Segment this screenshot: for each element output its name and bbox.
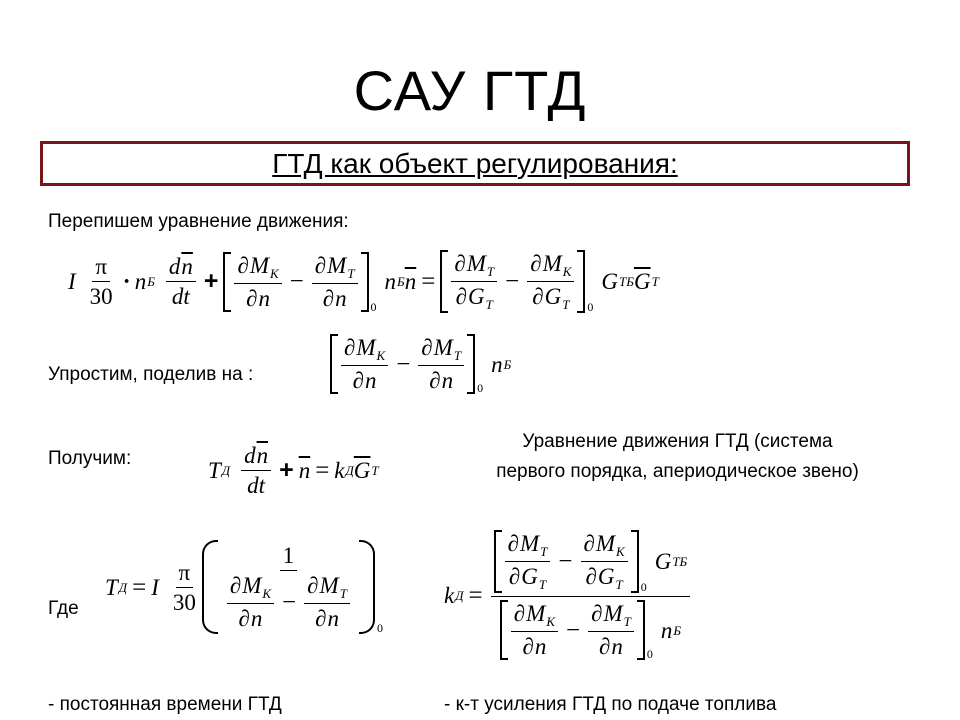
simplify-text: Упростим, поделив на :	[48, 364, 254, 385]
time-constant-formula: T Д = I $\frac{\pi}{30}$ 1 $\frac{\partial M_К}{\partial n}$ − $\frac{\partial M_Т}{\partial n}$ 0	[105, 540, 383, 634]
description-line-2: первого порядка, апериодическое звено)	[496, 461, 859, 482]
slide-title: САУ ГТД	[353, 59, 587, 122]
gain-formula: k Д = $\frac{\partial M_Т}{\partial G_Т}$ − $\frac{\partial M_К}{\partial G_Т}$ 0 G ТБ $\frac{\partial M_К}{\partial n}$ − $\frac{\partial M_Т}{\partial n}$ 0 n Б	[444, 530, 693, 660]
divisor-formula: $\frac{\partial M_К}{\partial n}$ − $\frac{\partial M_Т}{\partial n}$ 0 n Б	[330, 334, 511, 394]
result-text: Получим:	[48, 448, 132, 469]
subtitle-text: ГТД как объект регулирования:	[272, 147, 678, 179]
time-constant-note: - постоянная времени ГТД	[48, 694, 282, 715]
description-line-1: Уравнение движения ГТД (система	[522, 431, 833, 452]
gain-note: - к-т усиления ГТД по подаче топлива	[444, 694, 777, 715]
where-text: Где	[48, 598, 79, 619]
motion-equation: I $\frac{\pi}{30}$ · n Б $\frac{d\overline{n}}{dt}$ + $\frac{\partial M_К}{\partial n}$ − $\frac{\partial M_Т}{\partial n}$ 0 n Б $\overline{n}$ = $\frac{\partial M_Т}{\partial G_Т}$ − $\frac{\partial M_К}{\partial G_Т}$ 0 G ТБ $\overline{G}$ Т	[68, 251, 659, 314]
rewrite-text: Перепишем уравнение движения:	[48, 211, 349, 232]
subtitle-box	[40, 141, 910, 186]
result-equation: T Д $\frac{d\overline{n}}{dt}$ + $\overline{n}$ = k Д $\overline{G}$ Т	[208, 443, 379, 498]
